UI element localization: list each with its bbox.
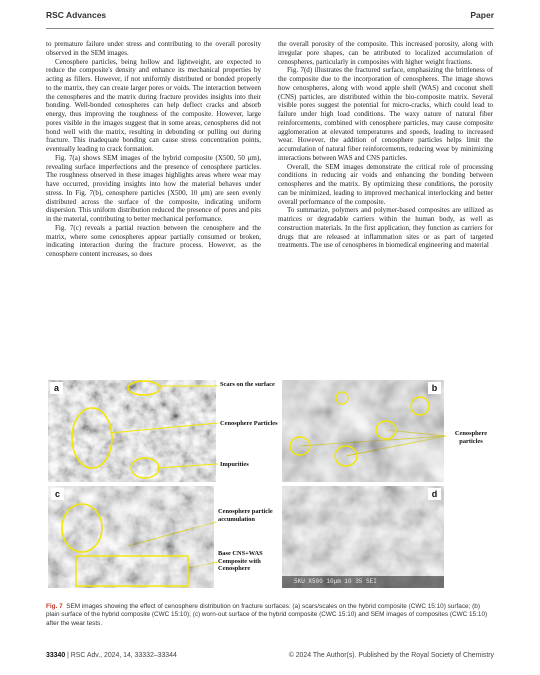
- callout-line: [110, 423, 218, 433]
- figure-caption: [46, 603, 494, 628]
- sem-texture: [282, 486, 444, 588]
- sem-panel-b: [282, 380, 444, 482]
- left-text-column: [46, 40, 261, 259]
- citation-text: | RSC Adv., 2024, 14, 33332–33344: [67, 652, 177, 659]
- panel-label-c: c: [51, 488, 64, 500]
- paragraph: the overall porosity of the composite. This increased porosity, along with irregular pore shapes, can be attributed to localized accumulation of cenospheres, particularly in composites with higher weight fractions.: [278, 40, 493, 66]
- callout-line: [157, 464, 218, 468]
- page-number: 33340: [46, 652, 66, 659]
- journal-name: RSC Advances: [46, 10, 107, 20]
- figure-7: [46, 378, 494, 590]
- paragraph: Fig. 7(c) reveals a partial reaction between the cenosphere and the matrix, where some cenospheres appear partially consumed or broken, indicating interaction during the fracture process. However, as the cenosphere content increases, so does: [46, 223, 261, 258]
- annotation-impurities: Impurities: [220, 461, 249, 468]
- right-text-column: [278, 40, 493, 250]
- caption-label: Fig. 7: [46, 603, 63, 610]
- paragraph: Overall, the SEM images demonstrate the critical role of processing conditions in reducing air voids and enhancing the bonding between cenospheres and the matrix. By optimizing these conditions, the porosity can be minimized, leading to improved mechanical interlocking and better overall performance of the composite.: [278, 162, 493, 206]
- annotation-cenosphere-accumulation: Cenosphere particle accumulation: [218, 508, 273, 523]
- annotation-scars: Scars on the surface: [220, 381, 275, 388]
- paragraph: to premature failure under stress and contributing to the overall porosity observed in the SEM images.: [46, 40, 261, 57]
- sem-texture: [282, 380, 444, 482]
- caption-text: SEM images showing the effect of cenosphere distribution on fracture surfaces: (a) scars/scales on the hybrid composite (CWC 15:10) surface; (b) plain surface of the hybrid composite (CWC 15:10); (c) worn-out surface of the hybrid composite (CWC 15:10) and SEM images of composites (CWC 15:10) after the wear tests.: [46, 603, 488, 627]
- sem-panel-d: [282, 486, 444, 588]
- annotation-base-composite: Base CNS+WAS Composite with Cenosphere: [218, 550, 263, 573]
- sem-texture: [48, 486, 214, 588]
- panel-label-d: d: [428, 488, 441, 500]
- section-label: Paper: [470, 10, 494, 20]
- annotation-cenosphere-particles-b: Cenosphere particles: [454, 430, 488, 445]
- paragraph: Fig. 7(d) illustrates the fractured surface, emphasizing the brittleness of the composite due to the incorporation of cenospheres. The image shows how cenospheres, along with wood apple shell (WAS) and coconut shell (CNS) particles, are distributed within the bio-composite matrix. Several visible pores suggest the potential for micro-cracks, which could lead to failure under high load conditions. The waxy nature of natural fiber reinforcements, combined with cenosphere particles, may cause composite agglomeration at elevated temperatures and speeds, leading to increased wear. However, the addition of cenosphere particles helps limit the accumulation of natural fiber reinforcements, reducing wear by minimizing interactions between WAS and CNS particles.: [278, 66, 493, 162]
- footer-citation: [46, 652, 177, 659]
- panel-label-a: a: [50, 382, 63, 394]
- paragraph: Cenosphere particles, being hollow and lightweight, are expected to reduce the composite's density and enhance its mechanical properties by acting as fillers. However, if not uniformly distributed or bonded properly to the matrix, they can create larger pores or voids. The interaction between the cenospheres and the matrix during fracture provides insights into their bonding. Well-bonded cenospheres can help deflect cracks and absorb energy, thus improving the toughness of the composite. However, large pores visible in the images suggest that in some areas, cenospheres did not bond well with the matrix, resulting in debonding or pulling out during fracture. This inadequate bonding can cause stress concentration points, eventually leading to crack formation.: [46, 57, 261, 153]
- paragraph: To summarize, polymers and polymer-based composites are utilized as matrices or degradable carriers within the human body, as well as construction materials. In the first application, they function as carriers for drugs that are released at inflammation sites or as part of targeted treatments. The use of cenospheres in biomedical engineering and material: [278, 206, 493, 250]
- header-rule: [46, 28, 494, 29]
- sem-databar: 5KU X500 10μm 10 35 SEI: [294, 578, 377, 585]
- annotation-cenosphere-particles-a: Cenosphere Particles: [220, 420, 278, 427]
- sem-panel-c: [48, 486, 214, 588]
- footer-copyright: © 2024 The Author(s). Published by the Royal Society of Chemistry: [288, 652, 494, 659]
- panel-label-b: b: [428, 382, 441, 394]
- paragraph: Fig. 7(a) shows SEM images of the hybrid composite (X500, 50 μm), revealing surface imperfections and the presence of cenosphere particles. The roughness observed in these images highlights areas where wear may have occurred, providing insights into how the material behaves under stress. In Fig. 7(b), cenosphere particles (X500, 10 μm) are seen evenly distributed across the surface of the composite, indicating uniform dispersion. This uniform distribution reduced the presence of pores and pits in the material, contributing to better mechanical performance.: [46, 153, 261, 223]
